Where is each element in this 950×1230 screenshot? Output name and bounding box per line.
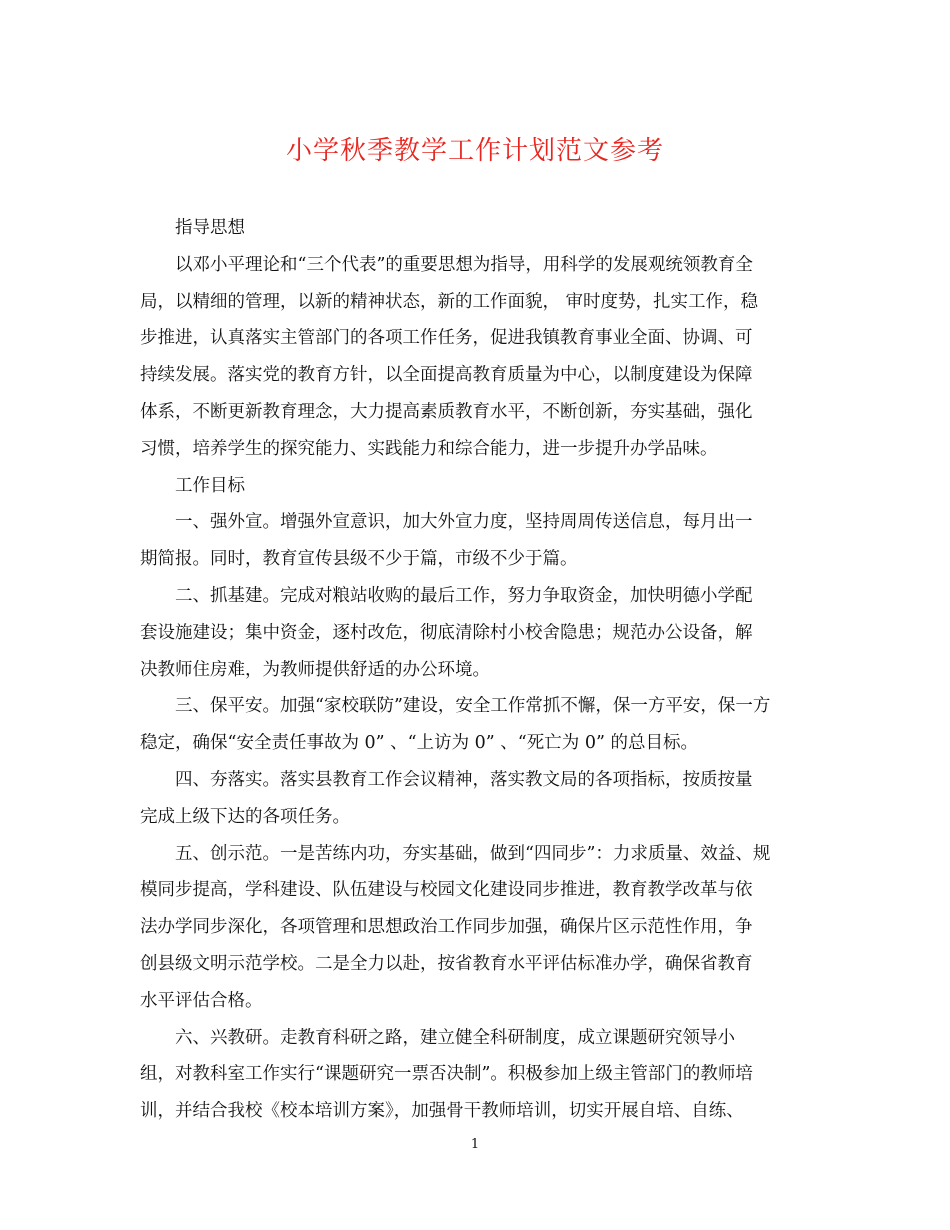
- document-title: 小学秋季教学工作计划范文参考: [285, 136, 664, 166]
- text-line: 六、兴教研。走教育科研之路，建立健全科研制度，成立课题研究领导小: [175, 1027, 735, 1048]
- text-line: 工作目标: [175, 475, 245, 496]
- text-line: 决教师住房难，为教师提供舒适的办公环境。: [140, 659, 490, 680]
- page-number: 1: [470, 1137, 480, 1152]
- text-line: 训，并结合我校《校本培训方案》，加强骨干教师培训，切实开展自培、自练、: [140, 1101, 744, 1122]
- paragraph: [140, 504, 810, 578]
- text-line: 以邓小平理论和“三个代表”的重要思想为指导，用科学的发展观统领教育全: [175, 254, 753, 275]
- text-line: 完成上级下达的各项任务。: [140, 806, 350, 827]
- text-line: 局，以精细的管理，以新的精神状态，新的工作面貌， 审时度势，扎实工作，稳: [140, 291, 759, 312]
- paragraph: [140, 836, 810, 1020]
- text-line: 指导思想: [175, 218, 245, 238]
- paragraph: [140, 1020, 810, 1130]
- paragraph: [140, 688, 810, 762]
- paragraph: [140, 210, 810, 247]
- text-line: 法办学同步深化，各项管理和思想政治工作同步加强，确保片区示范性作用，争: [140, 917, 753, 938]
- paragraph: [140, 578, 810, 688]
- text-line: 五、创示范。一是苦练内功，夯实基础，做到“四同步”：力求质量、效益、规: [175, 843, 771, 864]
- document-body: [140, 210, 810, 1130]
- paragraph: [140, 762, 810, 836]
- text-line: 习惯，培养学生的探究能力、实践能力和综合能力，进一步提升办学品味。: [140, 438, 718, 459]
- text-line: 模同步提高，学科建设、队伍建设与校园文化建设同步推进，教育教学改革与依: [140, 880, 753, 901]
- text-line: 创县级文明示范学校。二是全力以赴，按省教育水平评估标准办学，确保省教育: [140, 953, 753, 974]
- text-line: 步推进，认真落实主管部门的各项工作任务，促进我镇教育事业全面、协调、可: [140, 328, 753, 349]
- text-line: 期简报。同时，教育宣传县级不少于篇，市级不少于篇。: [140, 549, 578, 570]
- text-line: 套设施建设；集中资金，逐村改危，彻底清除村小校舍隐患；规范办公设备，解: [140, 622, 753, 643]
- text-line: 四、夯落实。落实县教育工作会议精神，落实教文局的各项指标，按质按量: [175, 769, 753, 790]
- text-line: 三、保平安。加强“家校联防”建设，安全工作常抓不懈，保一方平安，保一方: [175, 696, 771, 717]
- text-line: 一、强外宣。增强外宣意识，加大外宣力度，坚持周周传送信息，每月出一: [175, 512, 753, 533]
- text-line: 稳定，确保“安全责任事故为 0” 、“上访为 0” 、“死亡为 0” 的总目标。: [140, 733, 698, 754]
- text-line: 组，对教科室工作实行“课题研究一票否决制”。积极参加上级主管部门的教师培: [140, 1064, 753, 1085]
- text-line: 水平评估合格。: [140, 990, 263, 1011]
- paragraph: [140, 468, 810, 505]
- text-line: 持续发展。落实党的教育方针，以全面提高教育质量为中心，以制度建设为保障: [140, 365, 753, 386]
- paragraph: [140, 247, 810, 468]
- text-line: 体系，不断更新教育理念，大力提高素质教育水平，不断创新，夯实基础，强化: [140, 401, 753, 422]
- text-line: 二、抓基建。完成对粮站收购的最后工作，努力争取资金，加快明德小学配: [175, 585, 753, 606]
